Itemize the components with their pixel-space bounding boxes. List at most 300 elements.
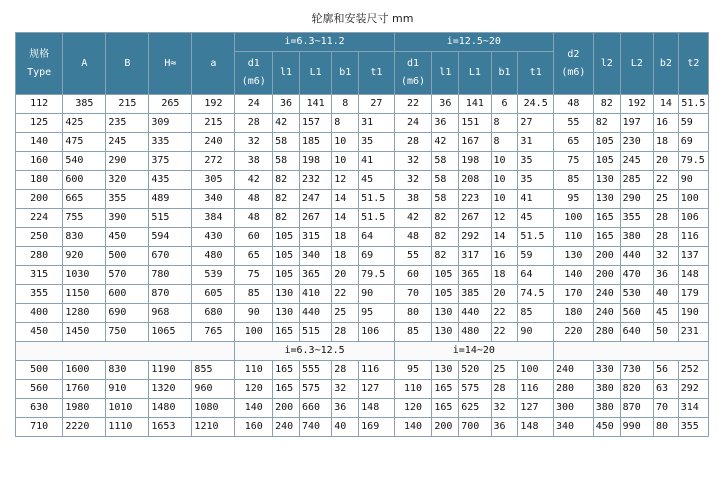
table-cell: 1980 xyxy=(63,399,106,418)
header-l1-g1: l1 xyxy=(273,52,300,95)
table-cell: 130 xyxy=(593,190,620,209)
table-cell: 605 xyxy=(192,285,235,304)
table-cell: 1280 xyxy=(63,304,106,323)
table-cell: 28 xyxy=(491,380,518,399)
table-cell: 110 xyxy=(553,228,593,247)
table-cell: 64 xyxy=(359,228,395,247)
table-cell: 830 xyxy=(63,228,106,247)
table-cell: 690 xyxy=(106,304,149,323)
table-cell: 82 xyxy=(593,114,620,133)
table-cell: 45 xyxy=(359,171,395,190)
table-cell: 230 xyxy=(620,133,653,152)
table-cell: 1110 xyxy=(106,418,149,437)
table-cell: 1480 xyxy=(149,399,192,418)
table-cell: 79.5 xyxy=(678,152,708,171)
table-cell: 185 xyxy=(300,133,332,152)
table-cell: 435 xyxy=(149,171,192,190)
table-cell: 22 xyxy=(394,95,432,114)
header-type-cn: 规格 xyxy=(29,48,50,60)
table-cell: 40 xyxy=(332,418,359,437)
table-cell: 16 xyxy=(654,114,679,133)
table-cell: 45 xyxy=(654,304,679,323)
table-cell: 148 xyxy=(678,266,708,285)
table-cell: 315 xyxy=(300,228,332,247)
table-cell: 24 xyxy=(235,95,273,114)
table-cell: 85 xyxy=(394,323,432,342)
table-cell: 165 xyxy=(593,228,620,247)
table-cell: 90 xyxy=(235,304,273,323)
table-cell: 780 xyxy=(149,266,192,285)
table-cell: 575 xyxy=(459,380,491,399)
table-cell: 320 xyxy=(106,171,149,190)
table-cell: 355 xyxy=(106,190,149,209)
table-cell: 58 xyxy=(273,152,300,171)
table-cell: 80 xyxy=(654,418,679,437)
table-cell: 120 xyxy=(235,380,273,399)
table-cell: 410 xyxy=(300,285,332,304)
table-cell: 165 xyxy=(273,361,300,380)
table-cell: 960 xyxy=(192,380,235,399)
table-cell: 192 xyxy=(620,95,653,114)
table-cell: 315 xyxy=(16,266,63,285)
table-cell: 79.5 xyxy=(359,266,395,285)
table-cell: 51.5 xyxy=(518,228,554,247)
table-cell: 575 xyxy=(300,380,332,399)
table-cell: 95 xyxy=(553,190,593,209)
table-cell: 65 xyxy=(235,247,273,266)
table-cell: 95 xyxy=(394,361,432,380)
header-d1-unit: (m6) xyxy=(241,76,266,87)
table-cell: 148 xyxy=(359,399,395,418)
table-cell: 82 xyxy=(593,95,620,114)
table-cell: 765 xyxy=(192,323,235,342)
table-cell: 28 xyxy=(235,114,273,133)
table-cell: 200 xyxy=(593,266,620,285)
table-cell: 750 xyxy=(106,323,149,342)
table-body xyxy=(16,33,709,437)
table-cell: 285 xyxy=(620,171,653,190)
table-cell: 105 xyxy=(432,285,459,304)
table-cell: 870 xyxy=(149,285,192,304)
table-cell: 48 xyxy=(553,95,593,114)
table-cell: 198 xyxy=(300,152,332,171)
table-cell: 224 xyxy=(16,209,63,228)
table-cell: 22 xyxy=(654,171,679,190)
table-cell: 292 xyxy=(678,380,708,399)
header-group-1: i=6.3~11.2 xyxy=(235,33,394,52)
table-cell: 317 xyxy=(459,247,491,266)
table-cell: 82 xyxy=(432,209,459,228)
table-cell: 38 xyxy=(394,190,432,209)
table-cell: 1065 xyxy=(149,323,192,342)
table-cell: 500 xyxy=(106,247,149,266)
table-row xyxy=(16,323,709,342)
table-cell: 82 xyxy=(432,228,459,247)
table-cell: 130 xyxy=(273,304,300,323)
table-cell: 200 xyxy=(16,190,63,209)
table-cell: 384 xyxy=(192,209,235,228)
table-cell: 63 xyxy=(654,380,679,399)
table-cell: 151 xyxy=(459,114,491,133)
header-L1-g1: L1 xyxy=(300,52,332,95)
table-cell: 140 xyxy=(16,133,63,152)
table-cell: 110 xyxy=(394,380,432,399)
table-cell: 80 xyxy=(394,304,432,323)
table-cell: 27 xyxy=(518,114,554,133)
table-cell: 28 xyxy=(394,133,432,152)
header-d2 xyxy=(553,33,593,95)
table-row xyxy=(16,418,709,437)
table-row xyxy=(16,285,709,304)
table-cell: 110 xyxy=(235,361,273,380)
table-cell: 120 xyxy=(394,399,432,418)
table-cell: 625 xyxy=(459,399,491,418)
table-cell: 2220 xyxy=(63,418,106,437)
table-cell: 1210 xyxy=(192,418,235,437)
table-cell: 55 xyxy=(394,247,432,266)
table-cell: 330 xyxy=(593,361,620,380)
table-cell: 1080 xyxy=(192,399,235,418)
table-cell: 10 xyxy=(491,152,518,171)
table-cell: 116 xyxy=(359,361,395,380)
table-cell: 200 xyxy=(273,399,300,418)
table-cell: 450 xyxy=(16,323,63,342)
table-cell: 10 xyxy=(491,190,518,209)
table-cell: 920 xyxy=(63,247,106,266)
table-cell: 36 xyxy=(491,418,518,437)
table-cell: 42 xyxy=(273,114,300,133)
header-d1-unit: (m6) xyxy=(401,76,426,87)
table-cell: 105 xyxy=(273,266,300,285)
table-cell: 22 xyxy=(491,304,518,323)
table-cell: 355 xyxy=(678,418,708,437)
table-cell: 250 xyxy=(16,228,63,247)
table-cell: 28 xyxy=(654,228,679,247)
table-cell: 1190 xyxy=(149,361,192,380)
table-cell: 245 xyxy=(106,133,149,152)
table-row xyxy=(16,95,709,114)
table-row xyxy=(16,247,709,266)
table-row xyxy=(16,304,709,323)
header-d1-label: d1 xyxy=(247,58,260,69)
table-cell: 830 xyxy=(106,361,149,380)
table-cell: 160 xyxy=(16,152,63,171)
table-cell: 430 xyxy=(192,228,235,247)
table-cell: 90 xyxy=(359,285,395,304)
header-b1-g1: b1 xyxy=(332,52,359,95)
table-cell: 165 xyxy=(273,323,300,342)
table-cell: 36 xyxy=(332,399,359,418)
table-cell: 170 xyxy=(553,285,593,304)
table-cell: 240 xyxy=(593,285,620,304)
table-cell: 36 xyxy=(432,95,459,114)
table-cell: 355 xyxy=(620,209,653,228)
table-cell: 82 xyxy=(273,190,300,209)
table-row xyxy=(16,399,709,418)
table-cell: 48 xyxy=(394,228,432,247)
table-cell: 167 xyxy=(459,133,491,152)
table-cell: 335 xyxy=(149,133,192,152)
table-cell: 100 xyxy=(553,209,593,228)
table-cell: 82 xyxy=(273,209,300,228)
header-d1-g1 xyxy=(235,52,273,95)
table-cell: 520 xyxy=(459,361,491,380)
table-cell: 24 xyxy=(394,114,432,133)
table-cell: 475 xyxy=(63,133,106,152)
table-cell: 70 xyxy=(394,285,432,304)
table-cell: 365 xyxy=(300,266,332,285)
section2-group-1: i=6.3~12.5 xyxy=(235,342,394,361)
table-cell: 116 xyxy=(678,228,708,247)
table-cell: 990 xyxy=(620,418,653,437)
table-cell: 137 xyxy=(678,247,708,266)
table-cell: 60 xyxy=(235,228,273,247)
table-cell: 231 xyxy=(678,323,708,342)
table-cell: 1600 xyxy=(63,361,106,380)
table-cell: 141 xyxy=(300,95,332,114)
table-cell: 340 xyxy=(192,190,235,209)
table-cell: 660 xyxy=(300,399,332,418)
table-row xyxy=(16,266,709,285)
table-cell: 14 xyxy=(654,95,679,114)
table-cell: 31 xyxy=(518,133,554,152)
table-cell: 309 xyxy=(149,114,192,133)
table-cell: 20 xyxy=(491,285,518,304)
header-l2: l2 xyxy=(593,33,620,95)
table-cell: 200 xyxy=(593,247,620,266)
table-cell: 280 xyxy=(553,380,593,399)
table-cell: 25 xyxy=(654,190,679,209)
table-cell: 32 xyxy=(332,380,359,399)
table-cell: 600 xyxy=(63,171,106,190)
table-cell: 59 xyxy=(678,114,708,133)
table-cell: 14 xyxy=(491,228,518,247)
table-cell: 215 xyxy=(106,95,149,114)
table-row xyxy=(16,380,709,399)
table-cell: 910 xyxy=(106,380,149,399)
table-cell: 247 xyxy=(300,190,332,209)
table-cell: 75 xyxy=(553,152,593,171)
table-cell: 710 xyxy=(16,418,63,437)
table-cell: 25 xyxy=(491,361,518,380)
table-cell: 500 xyxy=(16,361,63,380)
table-cell: 82 xyxy=(273,171,300,190)
table-cell: 375 xyxy=(149,152,192,171)
table-cell: 740 xyxy=(300,418,332,437)
table-cell: 148 xyxy=(518,418,554,437)
table-cell: 141 xyxy=(459,95,491,114)
table-row xyxy=(16,171,709,190)
table-cell: 855 xyxy=(192,361,235,380)
table-row xyxy=(16,361,709,380)
table-cell: 127 xyxy=(518,399,554,418)
table-cell: 223 xyxy=(459,190,491,209)
table-cell: 82 xyxy=(432,247,459,266)
table-cell: 1010 xyxy=(106,399,149,418)
header-d1-g2 xyxy=(394,52,432,95)
table-cell: 100 xyxy=(235,323,273,342)
table-cell: 60 xyxy=(394,266,432,285)
table-cell: 70 xyxy=(654,399,679,418)
table-cell: 85 xyxy=(235,285,273,304)
table-cell: 665 xyxy=(63,190,106,209)
table-cell: 58 xyxy=(432,152,459,171)
table-cell: 36 xyxy=(273,95,300,114)
table-cell: 35 xyxy=(518,152,554,171)
table-cell: 670 xyxy=(149,247,192,266)
table-cell: 215 xyxy=(192,114,235,133)
table-cell: 680 xyxy=(192,304,235,323)
header-type-en: Type xyxy=(27,66,52,78)
table-cell: 530 xyxy=(620,285,653,304)
table-cell: 105 xyxy=(593,133,620,152)
table-cell: 58 xyxy=(432,190,459,209)
table-cell: 470 xyxy=(620,266,653,285)
table-cell: 1653 xyxy=(149,418,192,437)
table-cell: 380 xyxy=(620,228,653,247)
table-cell: 180 xyxy=(553,304,593,323)
table-cell: 570 xyxy=(106,266,149,285)
table-cell: 240 xyxy=(273,418,300,437)
table-cell: 41 xyxy=(518,190,554,209)
table-cell: 594 xyxy=(149,228,192,247)
table-cell: 157 xyxy=(300,114,332,133)
header-t1-g2: t1 xyxy=(518,52,554,95)
table-cell: 106 xyxy=(678,209,708,228)
table-cell: 968 xyxy=(149,304,192,323)
table-cell: 232 xyxy=(300,171,332,190)
table-cell: 14 xyxy=(332,190,359,209)
table-cell: 25 xyxy=(332,304,359,323)
table-cell: 85 xyxy=(518,304,554,323)
table-cell: 280 xyxy=(16,247,63,266)
table-cell: 10 xyxy=(332,152,359,171)
table-cell: 105 xyxy=(593,152,620,171)
table-cell: 560 xyxy=(16,380,63,399)
header-d2-unit: (m6) xyxy=(561,66,586,78)
table-cell: 539 xyxy=(192,266,235,285)
table-cell: 300 xyxy=(553,399,593,418)
table-cell: 267 xyxy=(300,209,332,228)
table-cell: 22 xyxy=(491,323,518,342)
table-cell: 51.5 xyxy=(359,209,395,228)
table-cell: 6 xyxy=(491,95,518,114)
table-cell: 380 xyxy=(593,380,620,399)
table-cell: 130 xyxy=(593,171,620,190)
table-cell: 290 xyxy=(106,152,149,171)
table-cell: 425 xyxy=(63,114,106,133)
table-cell: 140 xyxy=(553,266,593,285)
header-d2-label: d2 xyxy=(567,48,580,60)
table-cell: 240 xyxy=(553,361,593,380)
table-cell: 160 xyxy=(235,418,273,437)
table-cell: 31 xyxy=(359,114,395,133)
table-cell: 385 xyxy=(459,285,491,304)
table-cell: 112 xyxy=(16,95,63,114)
table-cell: 32 xyxy=(394,171,432,190)
table-cell: 32 xyxy=(394,152,432,171)
table-cell: 130 xyxy=(432,304,459,323)
table-cell: 700 xyxy=(459,418,491,437)
table-cell: 28 xyxy=(332,323,359,342)
table-cell: 245 xyxy=(620,152,653,171)
table-cell: 140 xyxy=(235,399,273,418)
table-cell: 240 xyxy=(192,133,235,152)
table-cell: 48 xyxy=(235,190,273,209)
table-cell: 36 xyxy=(432,114,459,133)
table-cell: 1450 xyxy=(63,323,106,342)
table-cell: 130 xyxy=(273,285,300,304)
table-cell: 45 xyxy=(518,209,554,228)
table-cell: 235 xyxy=(106,114,149,133)
table-cell: 42 xyxy=(432,133,459,152)
table-cell: 400 xyxy=(16,304,63,323)
table-cell: 8 xyxy=(332,95,359,114)
table-cell: 265 xyxy=(149,95,192,114)
table-cell: 198 xyxy=(459,152,491,171)
table-cell: 105 xyxy=(273,247,300,266)
table-cell: 515 xyxy=(300,323,332,342)
table-cell: 450 xyxy=(106,228,149,247)
table-cell: 130 xyxy=(553,247,593,266)
separator-blank-left xyxy=(16,342,235,361)
table-cell: 140 xyxy=(394,418,432,437)
table-cell: 165 xyxy=(432,399,459,418)
table-cell: 192 xyxy=(192,95,235,114)
table-cell: 100 xyxy=(678,190,708,209)
table-cell: 8 xyxy=(491,114,518,133)
table-cell: 1320 xyxy=(149,380,192,399)
table-cell: 58 xyxy=(273,133,300,152)
table-cell: 8 xyxy=(332,114,359,133)
table-cell: 305 xyxy=(192,171,235,190)
table-cell: 355 xyxy=(16,285,63,304)
table-cell: 69 xyxy=(359,247,395,266)
table-cell: 48 xyxy=(235,209,273,228)
table-cell: 125 xyxy=(16,114,63,133)
table-cell: 105 xyxy=(432,266,459,285)
table-cell: 220 xyxy=(553,323,593,342)
table-cell: 127 xyxy=(359,380,395,399)
section2-group-2: i=14~20 xyxy=(394,342,553,361)
table-cell: 32 xyxy=(654,247,679,266)
table-cell: 390 xyxy=(106,209,149,228)
table-cell: 540 xyxy=(63,152,106,171)
table-cell: 480 xyxy=(459,323,491,342)
table-cell: 64 xyxy=(518,266,554,285)
table-cell: 130 xyxy=(432,361,459,380)
table-cell: 14 xyxy=(332,209,359,228)
table-cell: 267 xyxy=(459,209,491,228)
table-cell: 16 xyxy=(491,247,518,266)
table-cell: 24.5 xyxy=(518,95,554,114)
table-cell: 240 xyxy=(593,304,620,323)
table-cell: 65 xyxy=(553,133,593,152)
table-cell: 1030 xyxy=(63,266,106,285)
table-cell: 165 xyxy=(432,380,459,399)
table-cell: 292 xyxy=(459,228,491,247)
header-b1-g2: b1 xyxy=(491,52,518,95)
table-cell: 314 xyxy=(678,399,708,418)
table-cell: 51.5 xyxy=(359,190,395,209)
table-cell: 10 xyxy=(332,133,359,152)
header-b2: b2 xyxy=(654,33,679,95)
table-cell: 480 xyxy=(192,247,235,266)
table-cell: 280 xyxy=(593,323,620,342)
header-B: B xyxy=(106,33,149,95)
header-L1-g2: L1 xyxy=(459,52,491,95)
table-cell: 165 xyxy=(593,209,620,228)
